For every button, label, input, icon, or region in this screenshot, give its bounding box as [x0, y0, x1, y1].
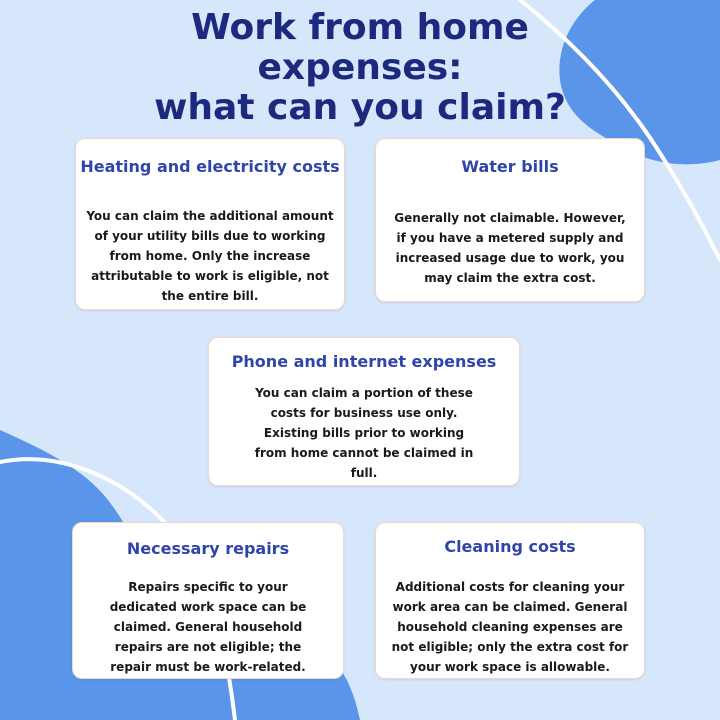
card-body: Repairs specific to your dedicated work space can be claimed. General household repairs are not eligible; the repair must be work-related.: [109, 580, 307, 674]
card-heading: Heating and electricity costs: [80, 157, 340, 176]
card-heading: Cleaning costs: [444, 537, 576, 556]
card-body: You can claim the additional amount of your utility bills due to working from home. Only the increase attributable to work is eligible, not the entire bill.: [86, 209, 334, 303]
card-heading: Necessary repairs: [126, 539, 290, 558]
card-necessary-repairs: [72, 522, 344, 679]
card-heating-electricity: [75, 138, 345, 310]
card-body: Generally not claimable. However, if you have a metered supply and increased usage due to work, you may claim the extra cost.: [394, 211, 626, 285]
card-cleaning-costs: [375, 522, 645, 679]
title-line-3: what can you claim?: [154, 87, 566, 128]
title-line-1: Work from home: [191, 7, 529, 48]
card-body: Additional costs for cleaning your work area can be claimed. General household cleaning expenses are not eligible; only the extra cost for your work space is allowable.: [391, 580, 629, 674]
card-heading: Water bills: [461, 157, 559, 176]
title-line-2: expenses:: [257, 47, 463, 88]
page-title: [0, 8, 720, 128]
card-phone-internet: [208, 337, 520, 486]
card-body: You can claim a portion of these costs for business use only. Existing bills prior to working from home cannot be claimed in full.: [254, 386, 474, 480]
card-water-bills: [375, 138, 645, 302]
card-heading: Phone and internet expenses: [231, 352, 497, 371]
